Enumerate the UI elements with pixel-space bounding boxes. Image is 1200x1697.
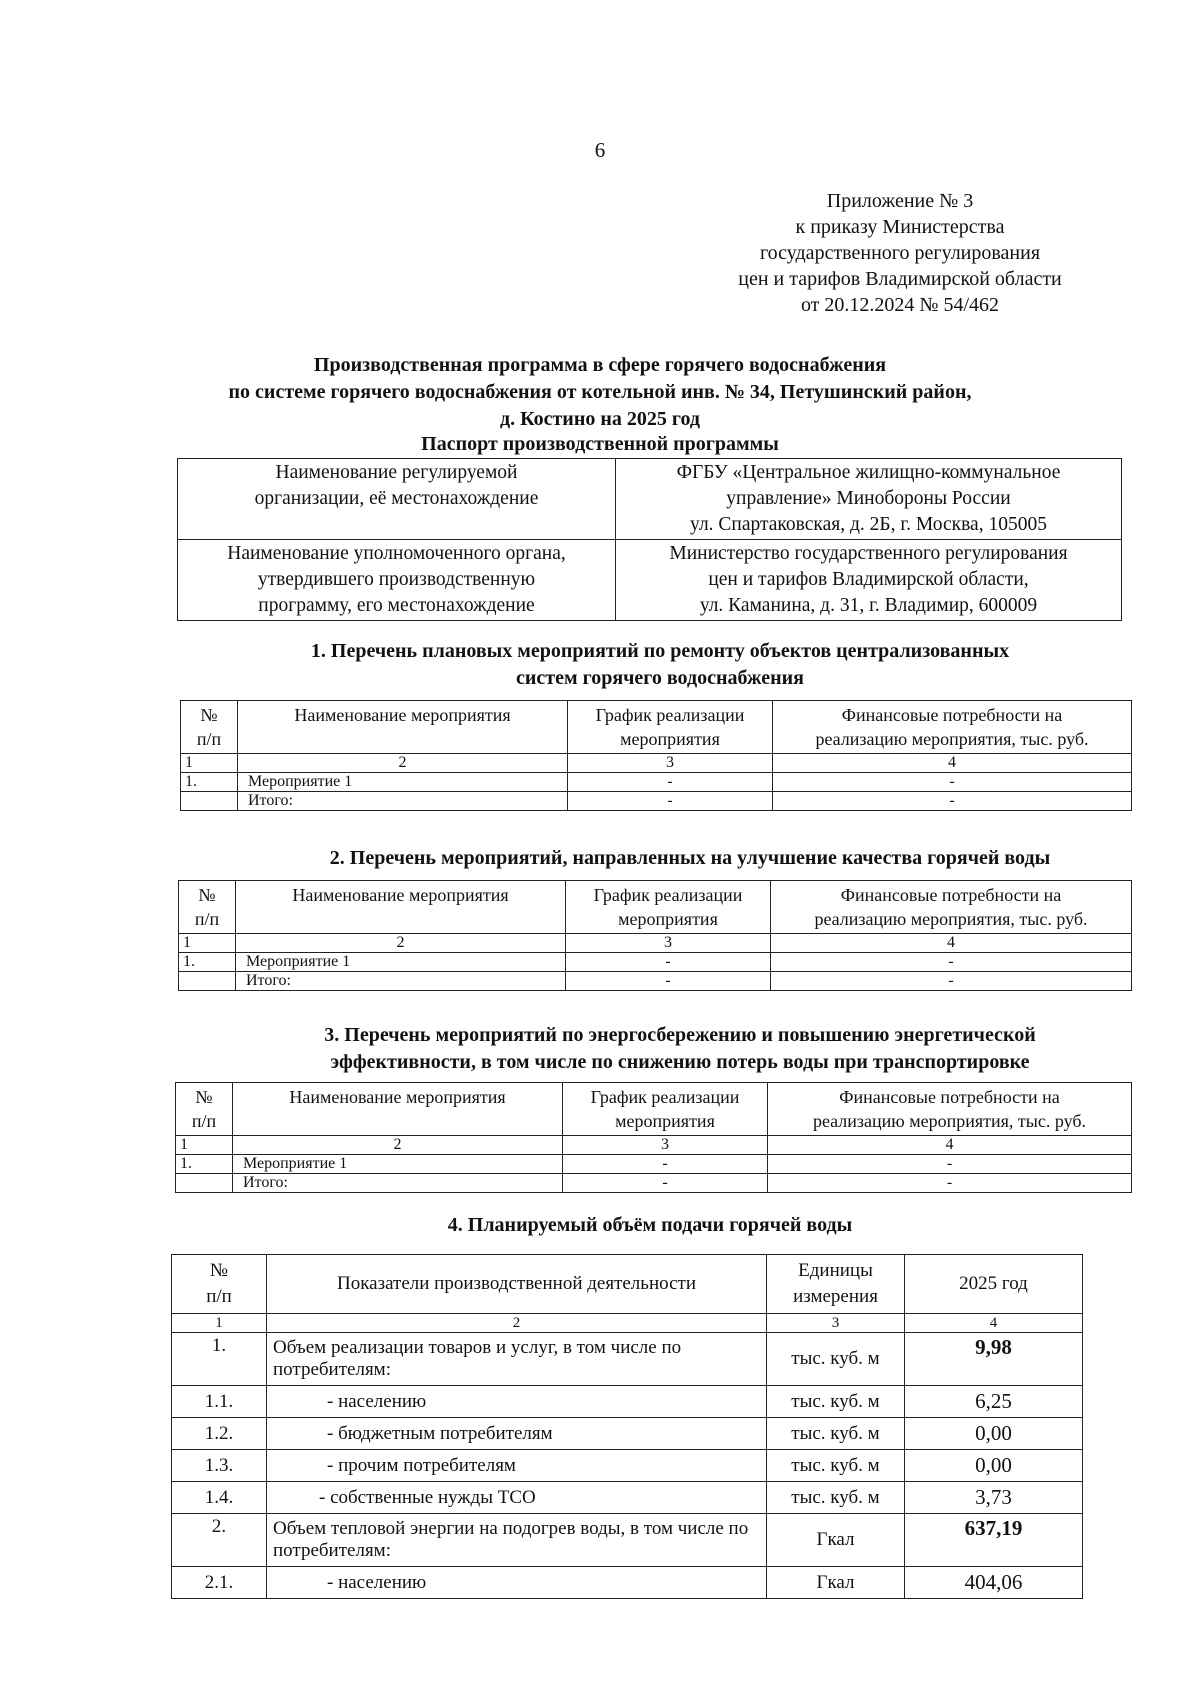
section-title-line: 3. Перечень мероприятий по энергосбережению и повышению энергетической (324, 1024, 1036, 1046)
program-title (180, 352, 1020, 433)
passport-title: Паспорт производственной программы (421, 433, 779, 455)
table-row: 1. Объем реализации товаров и услуг, в том числе по потребителям: тыс. куб. м 9,98 (172, 1333, 1083, 1386)
passport-value-line: ул. Каманина, д. 31, г. Владимир, 600009 (699, 595, 1038, 616)
table-header-row (176, 1083, 1132, 1136)
header-schedule: График реализации мероприятия (563, 1083, 768, 1136)
passport-value (616, 459, 1122, 540)
header-finance: Финансовые потребности на реализацию мероприятия, тыс. руб. (768, 1083, 1132, 1136)
header-indicator: Показатели производственной деятельности (267, 1255, 767, 1314)
passport-label-line: программу, его местонахождение (258, 595, 535, 616)
header-schedule: График реализации мероприятия (568, 701, 773, 754)
table-row: 1.1. - населению тыс. куб. м 6,25 (172, 1386, 1083, 1418)
table-row: Итого: - - (176, 1174, 1132, 1193)
header-name: Наименование мероприятия (233, 1083, 563, 1136)
header-name: Наименование мероприятия (236, 881, 566, 934)
section-3-table (175, 1082, 1132, 1193)
passport-label-line: Наименование регулируемой (275, 462, 518, 483)
header-year: 2025 год (905, 1255, 1083, 1314)
header-number: № п/п (181, 701, 238, 754)
appendix-line: государственного регулирования (759, 242, 1041, 264)
header-finance: Финансовые потребности на реализацию мероприятия, тыс. руб. (771, 881, 1132, 934)
passport-value (616, 540, 1122, 621)
section-title-line: систем горячего водоснабжения (516, 667, 804, 689)
passport-label-line: организации, её местонахождение (254, 488, 539, 509)
passport-label-line: утвердившего производственную (257, 569, 536, 590)
appendix-line: к приказу Министерства (795, 216, 1005, 238)
table-row: 1.3. - прочим потребителям тыс. куб. м 0,00 (172, 1450, 1083, 1482)
header-schedule: График реализации мероприятия (566, 881, 771, 934)
section-title-line: 2. Перечень мероприятий, направленных на улучшение качества горячей воды (329, 847, 1051, 869)
passport-value-line: цен и тарифов Владимирской области, (708, 569, 1029, 590)
table-row: 2. Объем тепловой энергии на подогрев воды, в том числе по потребителям: Гкал 637,19 (172, 1514, 1083, 1567)
header-finance: Финансовые потребности на реализацию мероприятия, тыс. руб. (773, 701, 1132, 754)
table-header-row (179, 881, 1132, 934)
passport-value-line: ул. Спартаковская, д. 2Б, г. Москва, 105005 (690, 514, 1047, 535)
column-number-row: 1 2 3 4 (179, 934, 1132, 953)
title-line: Производственная программа в сфере горячего водоснабжения (313, 354, 887, 376)
table-row: 1. Мероприятие 1 - - (181, 773, 1132, 792)
header-unit: Единицы измерения (767, 1255, 905, 1314)
appendix-line: Приложение № 3 (826, 190, 974, 212)
table-row: Итого: - - (179, 972, 1132, 991)
section-2-title (190, 845, 1190, 872)
column-number-row: 1 2 3 4 (176, 1136, 1132, 1155)
volume-table (171, 1254, 1083, 1599)
header-number: № п/п (179, 881, 236, 934)
passport-value-line: ФГБУ «Центральное жилищно-коммунальное (676, 462, 1061, 483)
section-title-line: эффективности, в том числе по снижению потерь воды при транспортировке (330, 1051, 1030, 1073)
passport-label-line: Наименование уполномоченного органа, (227, 543, 566, 564)
section-1-table (180, 700, 1132, 811)
table-row: 1.2. - бюджетным потребителям тыс. куб. м 0,00 (172, 1418, 1083, 1450)
section-2-table (178, 880, 1132, 991)
table-row: 1.4. - собственные нужды ТСО тыс. куб. м 3,73 (172, 1482, 1083, 1514)
header-name: Наименование мероприятия (238, 701, 568, 754)
table-row: Итого: - - (181, 792, 1132, 811)
table-header-row (172, 1255, 1083, 1314)
table-row: 2.1. - населению Гкал 404,06 (172, 1567, 1083, 1599)
appendix-line: от 20.12.2024 № 54/462 (800, 294, 1000, 316)
table-header-row (181, 701, 1132, 754)
section-1-title (180, 638, 1140, 692)
passport-value-line: управление» Минобороны России (726, 488, 1011, 509)
passport-row (178, 459, 1122, 540)
passport-value-line: Министерство государственного регулирования (669, 543, 1068, 564)
passport-table (177, 458, 1122, 621)
passport-row (178, 540, 1122, 621)
table-row: 1. Мероприятие 1 - - (179, 953, 1132, 972)
table-row: 1. Мероприятие 1 - - (176, 1155, 1132, 1174)
passport-label (178, 540, 616, 621)
title-line: д. Костино на 2025 год (499, 408, 701, 430)
header-number: № п/п (176, 1083, 233, 1136)
page-number: 6 (594, 138, 606, 162)
appendix-line: цен и тарифов Владимирской области (738, 268, 1062, 290)
appendix-reference (700, 188, 1100, 318)
column-number-row: 1 2 3 4 (181, 754, 1132, 773)
section-4-title: 4. Планируемый объём подачи горячей воды (447, 1214, 853, 1236)
section-title-line: 1. Перечень плановых мероприятий по ремонту объектов централизованных (310, 640, 1010, 662)
passport-label (178, 459, 616, 540)
title-line: по системе горячего водоснабжения от котельной инв. № 34, Петушинский район, (228, 381, 972, 403)
header-number: № п/п (172, 1255, 267, 1314)
column-number-row: 1 2 3 4 (172, 1314, 1083, 1333)
section-3-title (180, 1022, 1180, 1076)
